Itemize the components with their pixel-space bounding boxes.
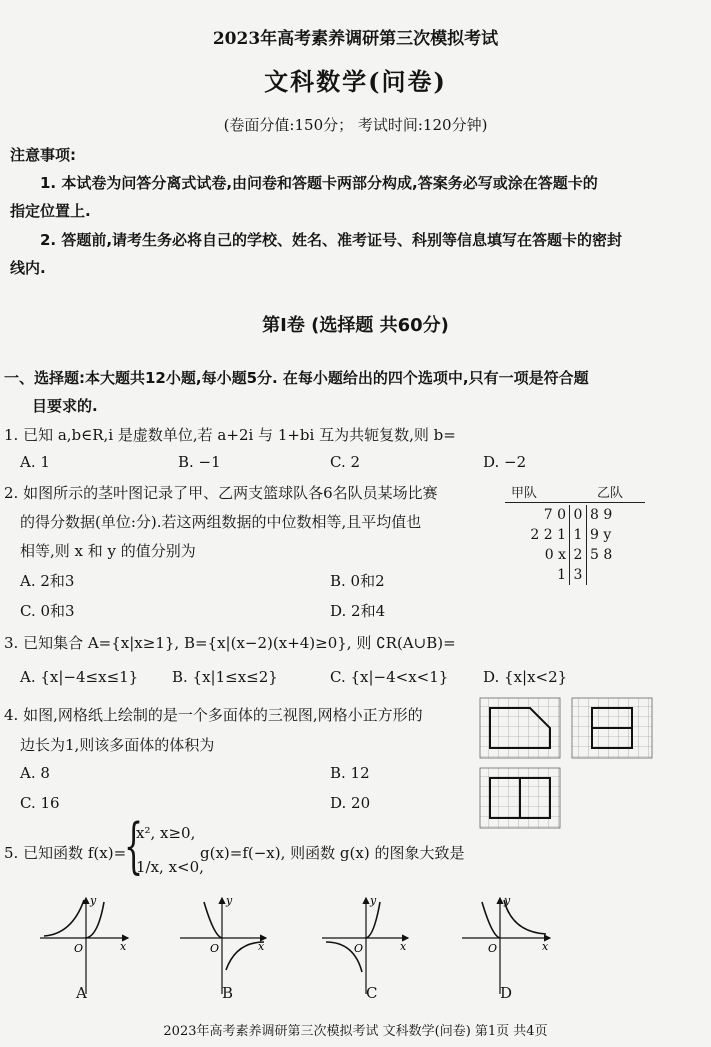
graph-c-x-label: x xyxy=(400,940,407,953)
note-1-line-2: 指定位置上. xyxy=(10,202,91,220)
stem-leaf-plot xyxy=(505,482,645,585)
top-view xyxy=(480,768,560,828)
stem-leaf-row xyxy=(505,525,643,545)
q2-option-b: B. 0和2 xyxy=(330,572,385,590)
graph-d-x-label: x xyxy=(542,940,549,953)
q3-option-c: C. {x|−4<x<1} xyxy=(330,668,449,686)
graph-c-y-label: y xyxy=(370,894,377,907)
stem-leaf-right-leaves: 9 y xyxy=(590,527,612,543)
q4-option-d: D. 20 xyxy=(330,794,371,812)
stem-leaf-right-leaves xyxy=(587,565,644,585)
graph-d xyxy=(462,894,550,994)
side-view xyxy=(572,698,652,758)
q3-stem: 3. 已知集合 A={x|x≥1}, B={x|(x−2)(x+4)≥0}, 则 ∁R(A∪B)= xyxy=(4,634,456,652)
q4-stem-line-1: 4. 如图,网格纸上绘制的是一个多面体的三视图,网格小正方形的 xyxy=(4,706,423,724)
stem-leaf-left-leaves: 2 2 1 xyxy=(530,527,566,543)
stem-leaf-stem: 1 xyxy=(570,525,587,545)
q5-case-2: 1/x, x<0, xyxy=(136,858,204,876)
stem-leaf-stem: 3 xyxy=(570,565,587,585)
stem-leaf-left-leaves: 0 x xyxy=(544,547,566,563)
graph-c xyxy=(322,894,408,994)
stem-leaf-right-leaves: 8 9 xyxy=(590,507,613,523)
graph-d-y-label: y xyxy=(504,894,511,907)
q2-option-d: D. 2和4 xyxy=(330,602,386,620)
q3-option-a: A. {x|−4≤x≤1} xyxy=(20,668,139,686)
stem-leaf-row xyxy=(505,505,643,525)
note-2-line-1: 2. 答题前,请考生务必将自己的学校、姓名、准考证号、科别等信息填写在答题卡的密封 xyxy=(40,231,623,249)
q5-brace: { xyxy=(124,812,144,882)
paper-subject: 文科数学(问卷) xyxy=(264,67,447,96)
graph-a-origin: O xyxy=(74,942,84,955)
q5-stem-prefix: 5. 已知函数 f(x)= xyxy=(4,844,127,862)
section-instructions-line-2: 目要求的. xyxy=(32,397,98,415)
stem-leaf-row xyxy=(505,545,643,565)
graph-c-origin: O xyxy=(354,942,364,955)
q4-stem-line-2: 边长为1,则该多面体的体积为 xyxy=(20,736,215,754)
three-view-drawing xyxy=(478,696,678,832)
q4-option-c: C. 16 xyxy=(20,794,60,812)
q2-option-c: C. 0和3 xyxy=(20,602,75,620)
stem-leaf-left-leaves: 1 xyxy=(557,567,566,583)
graph-d-origin: O xyxy=(488,942,498,955)
q1-option-a: A. 1 xyxy=(20,453,50,471)
q2-stem-line-1: 2. 如图所示的茎叶图记录了甲、乙两支篮球队各6名队员某场比赛 xyxy=(4,484,438,502)
q5-stem-suffix: g(x)=f(−x), 则函数 g(x) 的图象大致是 xyxy=(200,844,465,862)
q3-option-d: D. {x|x<2} xyxy=(483,668,568,686)
graph-b xyxy=(180,894,266,994)
note-2-line-2: 线内. xyxy=(10,259,46,277)
stem-leaf-row xyxy=(505,565,643,585)
graph-b-y-label: y xyxy=(226,894,233,907)
q1-option-c: C. 2 xyxy=(330,453,361,471)
stem-leaf-table xyxy=(505,505,643,585)
page-footer: 2023年高考素养调研第三次模拟考试 文科数学(问卷) 第1页 共4页 xyxy=(163,1024,548,1039)
front-view xyxy=(480,698,560,758)
stem-leaf-stem: 0 xyxy=(570,505,587,525)
q2-stem-line-2: 的得分数据(单位:分).若这两组数据的中位数相等,且平均值也 xyxy=(20,513,422,531)
q1-stem: 1. 已知 a,b∈R,i 是虚数单位,若 a+2i 与 1+bi 互为共轭复数,则 b= xyxy=(4,426,456,444)
q4-option-b: B. 12 xyxy=(330,764,370,782)
graph-label-a: A xyxy=(76,984,87,1002)
exam-title: 2023年高考素养调研第三次模拟考试 xyxy=(212,29,499,49)
q4-option-a: A. 8 xyxy=(20,764,50,782)
q3-option-b: B. {x|1≤x≤2} xyxy=(172,668,278,686)
notes-heading: 注意事项: xyxy=(10,146,76,164)
note-1-line-1: 1. 本试卷为问答分离式试卷,由问卷和答题卡两部分构成,答案务必写或涂在答题卡的 xyxy=(40,174,598,192)
graph-label-d: D xyxy=(500,984,513,1002)
q1-option-d: D. −2 xyxy=(483,453,527,471)
q2-option-a: A. 2和3 xyxy=(20,572,75,590)
graph-a-y-label: y xyxy=(90,894,97,907)
graph-a-x-label: x xyxy=(120,940,127,953)
stem-leaf-stem: 2 xyxy=(570,545,587,565)
graph-a xyxy=(40,894,128,994)
q5-case-1: x², x≥0, xyxy=(136,824,196,842)
section-instructions-line-1: 一、选择题:本大题共12小题,每小题5分. 在每小题给出的四个选项中,只有一项是符合题 xyxy=(4,369,589,387)
stem-leaf-left-leaves: 7 0 xyxy=(543,507,566,523)
graph-label-b: B xyxy=(222,984,234,1002)
q2-stem-line-3: 相等,则 x 和 y 的值分别为 xyxy=(20,542,196,560)
q1-option-b: B. −1 xyxy=(178,453,221,471)
graph-label-c: C xyxy=(366,984,378,1002)
graph-b-origin: O xyxy=(210,942,220,955)
stem-leaf-right-label: 乙队 xyxy=(597,486,624,501)
stem-leaf-right-leaves: 5 8 xyxy=(590,547,613,563)
q5-graphs xyxy=(36,892,656,1000)
section-title: 第Ⅰ卷 (选择题 共60分) xyxy=(262,315,449,336)
score-time: (卷面分值:150分； 考试时间:120分钟) xyxy=(223,116,488,134)
stem-leaf-left-label: 甲队 xyxy=(511,486,538,501)
graph-b-x-label: x xyxy=(258,940,265,953)
